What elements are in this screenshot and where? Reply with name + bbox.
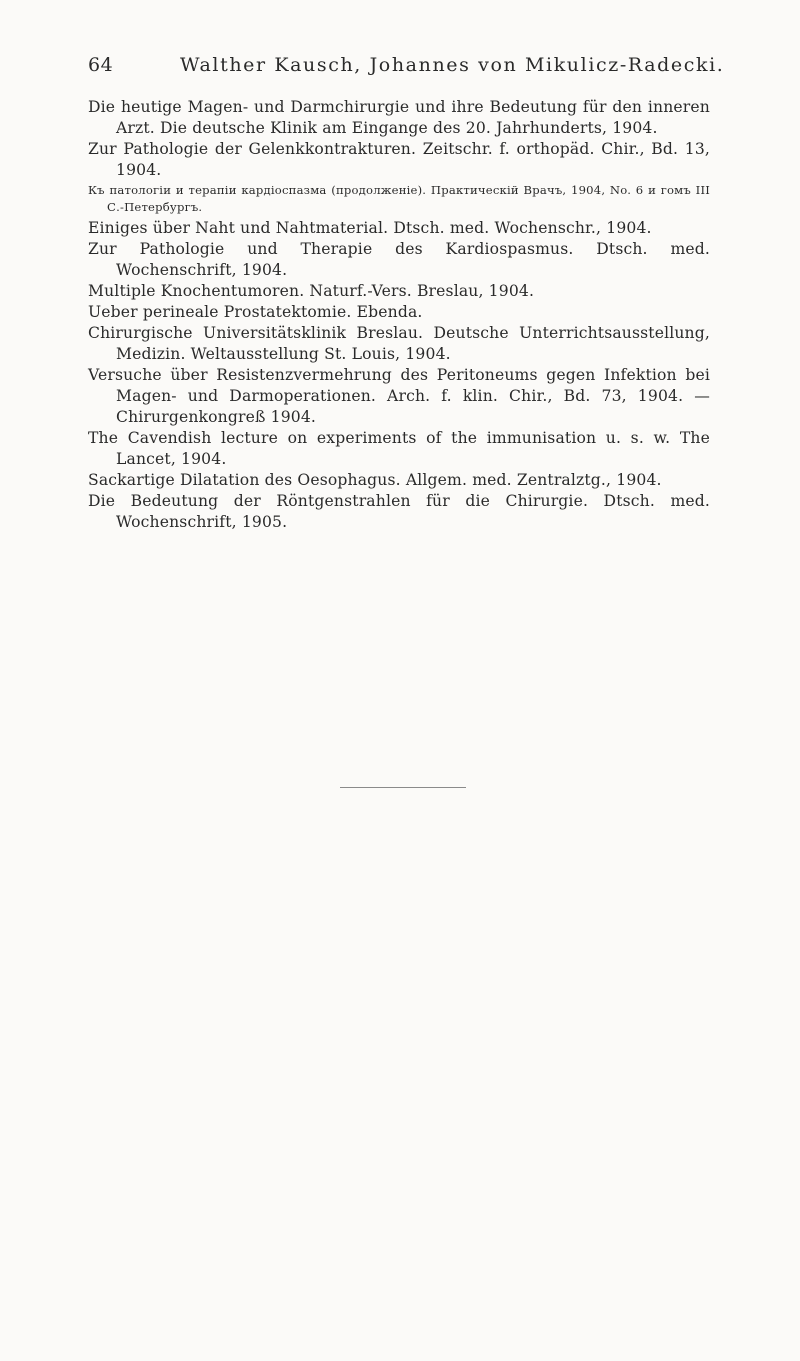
bibliography-entry: Versuche über Resistenzvermehrung des Peritoneums gegen Infektion bei Magen- und Darmoperationen. Arch. f. klin. Chir., Bd. 73, 1904. — Chirurgenkongreß 1904. bbox=[88, 366, 710, 426]
bibliography-entry: Zur Pathologie der Gelenkkontrakturen. Zeitschr. f. orthopäd. Chir., Bd. 13, 1904. bbox=[88, 140, 710, 179]
bibliography-entry: Chirurgische Universitätsklinik Breslau. Deutsche Unterrichtsausstellung, Medizin. Weltausstellung St. Louis, 1904. bbox=[88, 324, 710, 363]
bibliography-entry: Zur Pathologie und Therapie des Kardiospasmus. Dtsch. med. Wochenschrift, 1904. bbox=[88, 240, 710, 279]
bibliography-entry: Die Bedeutung der Röntgenstrahlen für die Chirurgie. Dtsch. med. Wochenschrift, 1905. bbox=[88, 492, 710, 531]
bibliography-entry: Die heutige Magen- und Darmchirurgie und ihre Bedeutung für den inneren Arzt. Die deutsche Klinik am Eingange des 20. Jahrhunderts, 1904. bbox=[88, 98, 710, 137]
running-head bbox=[88, 54, 725, 84]
bibliography-entry-russian: Къ патологіи и терапіи кардіоспазма (продолженіе). Практическій Врачъ, 1904, No. 6 и гомъ III С.-Петербургъ. bbox=[88, 183, 710, 214]
bibliography-entry: Ueber perineale Prostatektomie. Ebenda. bbox=[88, 303, 423, 321]
bibliography-entry: Multiple Knochentumoren. Naturf.-Vers. Breslau, 1904. bbox=[88, 282, 535, 300]
bibliography-entry: The Cavendish lecture on experiments of the immunisation u. s. w. The Lancet, 1904. bbox=[88, 429, 710, 468]
bibliography-list bbox=[88, 97, 710, 533]
bibliography-entry: Einiges über Naht und Nahtmaterial. Dtsch. med. Wochenschr., 1904. bbox=[88, 219, 652, 237]
bibliography-entry: Sackartige Dilatation des Oesophagus. Allgem. med. Zentralztg., 1904. bbox=[88, 471, 662, 489]
running-title: Walther Kausch, Johannes von Mikulicz-Radecki. bbox=[180, 54, 725, 76]
page-number: 64 bbox=[88, 54, 114, 76]
section-end-rule bbox=[340, 787, 466, 788]
